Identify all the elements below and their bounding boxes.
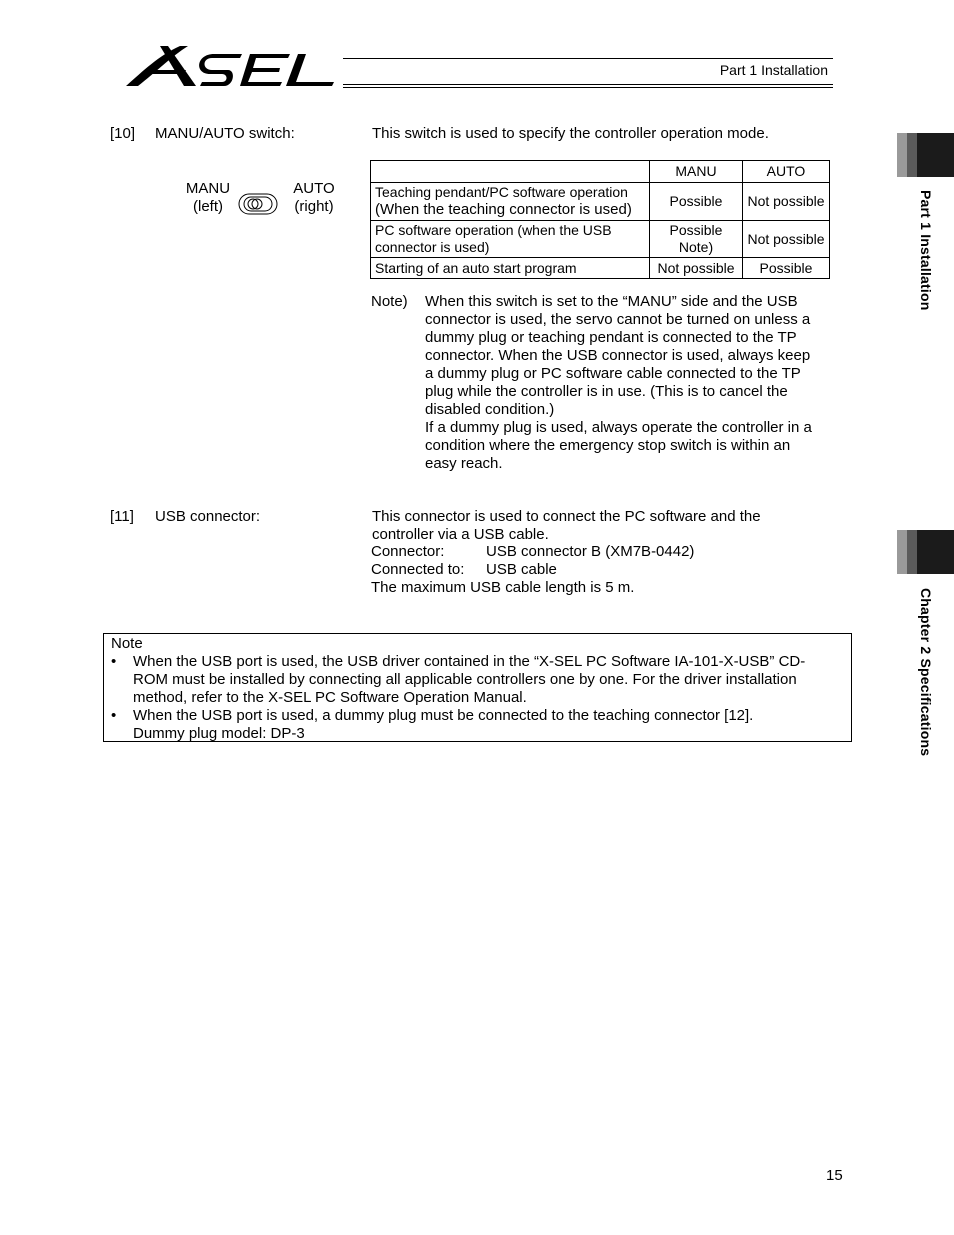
section-description: This switch is used to specify the controller operation mode. (372, 125, 769, 142)
table-header-cell (371, 161, 650, 183)
table-row (371, 258, 830, 279)
connected-to-label: Connected to: (371, 561, 465, 578)
note-box-title: Note (111, 635, 143, 652)
table-cell: PC software operation (when the USB connector is used) (371, 221, 650, 258)
connector-label: Connector: (371, 543, 445, 560)
header-rule (343, 87, 833, 88)
section-description: This connector is used to connect the PC software and the controller via a USB cable. (372, 508, 761, 543)
note-item: When the USB port is used, the USB driver contained in the “X-SEL PC Software IA-101-X-USB” CD- ROM must be installed by connecting all applicable controllers one by one. For the driver installation method, refer to the X-SEL PC Software Operation Manual. (133, 653, 806, 706)
note-label: Note) (371, 293, 408, 310)
side-tab-marker (897, 530, 954, 574)
mode-table (370, 160, 830, 279)
connector-value: USB connector B (XM7B-0442) (486, 543, 695, 560)
section-title: USB connector: (155, 508, 261, 525)
toggle-switch-icon (238, 193, 278, 220)
note-box (103, 633, 852, 742)
section-number: [11] (110, 508, 134, 525)
page-number: 15 (826, 1167, 843, 1184)
header-rule-top (343, 58, 833, 59)
table-header-cell: MANU (650, 161, 743, 183)
table-cell: Not possible (650, 258, 743, 279)
table-cell: Possible (743, 258, 830, 279)
header-rule (343, 84, 833, 85)
bullet: • (111, 653, 117, 670)
max-length-text: The maximum USB cable length is 5 m. (371, 579, 635, 596)
side-tab-marker (897, 133, 954, 177)
table-row (371, 183, 830, 221)
table-cell: Teaching pendant/PC software operation (When the teaching connector is used) (371, 183, 650, 221)
connected-to-value: USB cable (486, 561, 557, 578)
section-title: MANU/AUTO switch: (155, 125, 295, 142)
switch-right-label: AUTO (right) (293, 180, 335, 215)
note-text: When this switch is set to the “MANU” side and the USB connector is used, the servo cannot be turned on unless a dummy plug or teaching pendant is connected to the TP connector. When the USB connector is used, always keep a dummy plug or PC software cable connected to the TP plug while the controller is in use. (This is to cancel the disabled condition.) If a dummy plug is used, always operate the controller in a condition where the emergency stop switch is within an easy reach. (425, 293, 812, 472)
header-part-label: Part 1 Installation (719, 62, 828, 78)
table-cell: Possible Note) (650, 221, 743, 258)
table-cell: Not possible (743, 221, 830, 258)
side-tab-chapter-label: Chapter 2 Specifications (918, 588, 934, 757)
table-cell: Starting of an auto start program (371, 258, 650, 279)
table-row (371, 221, 830, 258)
section-number: [10] (110, 125, 136, 142)
side-tab-part-label: Part 1 Installation (918, 190, 934, 311)
bullet: • (111, 707, 117, 724)
xsel-logo (122, 42, 347, 95)
note-item: When the USB port is used, a dummy plug must be connected to the teaching connector [12]. Dummy plug model: DP-3 (133, 707, 754, 742)
switch-left-label: MANU (left) (185, 180, 231, 215)
table-cell: Not possible (743, 183, 830, 221)
table-header-row (371, 161, 830, 183)
table-cell: Possible (650, 183, 743, 221)
table-header-cell: AUTO (743, 161, 830, 183)
